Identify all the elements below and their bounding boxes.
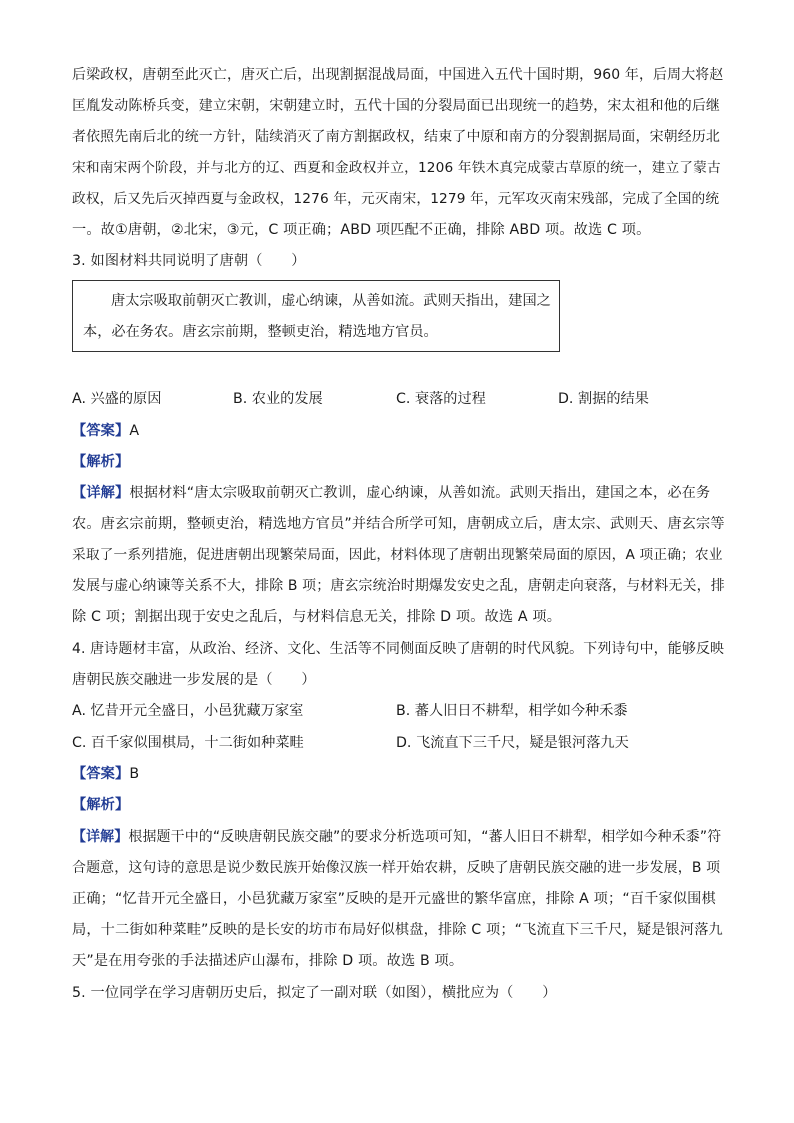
- q3-material-box: [72, 280, 560, 352]
- answer-label: 【答案】: [72, 766, 130, 782]
- q3-detail-line: 发展与虚心纳谏等关系不大，排除 B 项；唐玄宗统治时期爆发安史之乱，唐朝走向衰落，与材料无关，排: [72, 578, 725, 594]
- prev-explanation-line: 宋和南宋两个阶段，并与北方的辽、西夏和金政权并立，1206 年铁木真完成蒙古草原的统一，建立了蒙古: [72, 160, 721, 176]
- q3-option-d: D. 割据的结果: [558, 391, 649, 407]
- q4-detail-line: 天”是在用夸张的手法描述庐山瀑布，排除 D 项。故选 B 项。: [72, 953, 464, 969]
- q4-detail-line: 合题意，这句诗的意思是说少数民族开始像汉族一样开始农耕，反映了唐朝民族交融的进一步发展，B 项: [72, 860, 721, 876]
- q3-option-b: B. 农业的发展: [233, 391, 323, 407]
- prev-explanation-line: 一。故①唐朝，②北宋，③元，C 项正确；ABD 项匹配不正确，排除 ABD 项。故选 C 项。: [72, 222, 651, 238]
- detail-label: 【详解】: [72, 829, 129, 845]
- q4-analysis: [72, 794, 724, 816]
- q4-option-b: B. 蕃人旧日不耕犁，相学如今种禾黍: [396, 703, 628, 719]
- q5-stem: 5. 一位同学在学习唐朝历史后，拟定了一副对联（如图），横批应为（ ）: [72, 985, 557, 1001]
- prev-explanation-line: 者依照先南后北的统一方针，陆续消灭了南方割据政权，结束了中原和南方的分裂割据局面，宋朝经历北: [72, 129, 721, 145]
- answer-value: A: [129, 423, 140, 439]
- q4-answer: [72, 763, 724, 785]
- detail-label: 【详解】: [72, 485, 130, 501]
- analysis-label: 【解析】: [72, 454, 130, 470]
- q3-option-c: C. 衰落的过程: [396, 391, 486, 407]
- q3-material-line: 唐太宗吸取前朝灭亡教训，虚心纳谏，从善如流。武则天指出，建国之: [111, 293, 551, 309]
- q3-answer: [72, 420, 724, 442]
- q3-detail-line: 除 C 项；割据出现于安史之乱后，与材料信息无关，排除 D 项。故选 A 项。: [72, 609, 562, 625]
- prev-explanation-line: 政权，后又先后灭掉西夏与金政权，1276 年，元灭南宋，1279 年，元军攻灭南宋残部，完成了全国的统: [72, 191, 720, 207]
- q3-stem: 3. 如图材料共同说明了唐朝（ ）: [72, 253, 306, 269]
- q4-stem: 4. 唐诗题材丰富，从政治、经济、文化、生活等不同侧面反映了唐朝的时代风貌。下列诗句中，能够反映: [72, 641, 725, 657]
- prev-explanation-line: 后梁政权，唐朝至此灭亡，唐灭亡后，出现割据混战局面，中国进入五代十国时期，960 年，后周大将赵: [72, 67, 724, 83]
- q4-option-c: C. 百千家似围棋局，十二街如种菜畦: [72, 735, 304, 751]
- q3-detail-line: 采取了一系列措施，促进唐朝出现繁荣局面，因此，材料体现了唐朝出现繁荣局面的原因，A 项正确；农业: [72, 547, 723, 563]
- q3-option-a: A. 兴盛的原因: [72, 391, 162, 407]
- q3-detail-line: [72, 482, 724, 504]
- detail-text: 根据题干中的“反映唐朝民族交融”的要求分析选项可知，“蕃人旧日不耕犁，相学如今种禾黍”符: [128, 829, 722, 845]
- q4-detail-line: [72, 826, 724, 848]
- q4-stem: 唐朝民族交融进一步发展的是（ ）: [72, 672, 316, 688]
- prev-explanation-line: 匡胤发动陈桥兵变，建立宋朝，宋朝建立时，五代十国的分裂局面已出现统一的趋势，宋太祖和他的后继: [72, 98, 721, 114]
- q4-option-d: D. 飞流直下三千尺，疑是银河落九天: [396, 735, 629, 751]
- q4-detail-line: 局，十二街如种菜畦”反映的是长安的坊市布局好似棋盘，排除 C 项；“飞流直下三千尺，疑是银河落九: [72, 922, 723, 938]
- q3-analysis: [72, 451, 724, 473]
- analysis-label: 【解析】: [72, 797, 130, 813]
- q3-detail-line: 农。唐玄宗前期，整顿吏治，精选地方官员”并结合所学可知，唐朝成立后，唐太宗、武则天、唐玄宗等: [72, 516, 725, 532]
- detail-text: 根据材料“唐太宗吸取前朝灭亡教训，虚心纳谏，从善如流。武则天指出，建国之本，必在务: [129, 485, 711, 501]
- answer-label: 【答案】: [72, 423, 130, 439]
- q4-detail-line: 正确；“忆昔开元全盛日，小邑犹藏万家室”反映的是开元盛世的繁华富庶，排除 A 项；“百千家似围棋: [72, 891, 716, 907]
- q4-option-a: A. 忆昔开元全盛日，小邑犹藏万家室: [72, 703, 304, 719]
- q3-material-line: 本，必在务农。唐玄宗前期，整顿吏治，精选地方官员。: [83, 324, 438, 340]
- answer-value: B: [129, 766, 140, 782]
